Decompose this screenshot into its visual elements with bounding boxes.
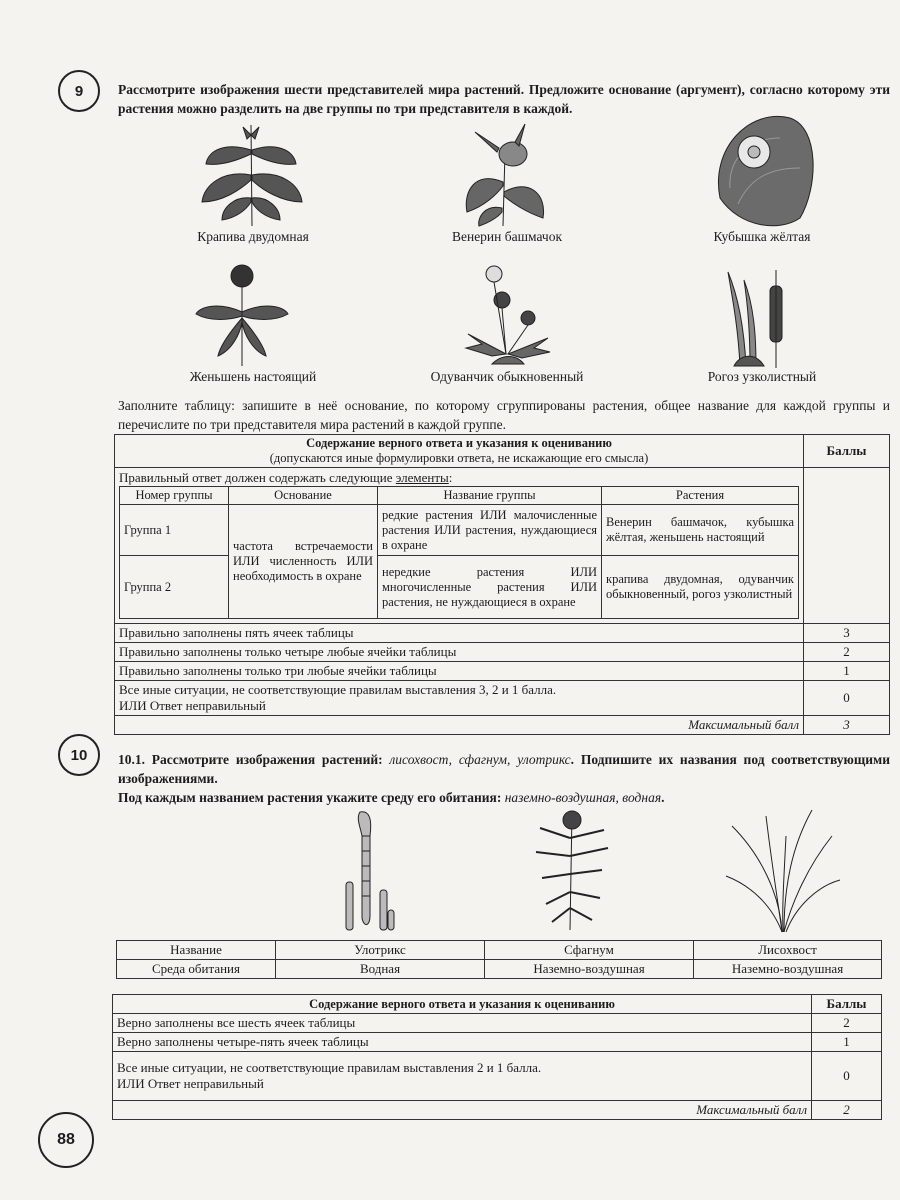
- scoring-points: 1: [812, 1033, 882, 1052]
- plant-name-cell: Сфагнум: [485, 941, 694, 960]
- answer-table-header: [115, 435, 804, 468]
- col-header: Номер группы: [120, 487, 229, 505]
- plant-name-cell: Лисохвост: [694, 941, 882, 960]
- ulothrix-drawing-icon: [330, 806, 400, 932]
- q10-names-table: [116, 940, 882, 979]
- scoring-points: 2: [812, 1014, 882, 1033]
- answer-table-header: Содержание верного ответа и указания к оцениванию: [113, 995, 812, 1014]
- groups-table: [119, 486, 799, 619]
- habitat-cell: Наземно-воздушная: [694, 960, 882, 979]
- col-header: Растения: [602, 487, 799, 505]
- group-2-name: нередкие растения ИЛИ многочисленные растения ИЛИ растения, не нуждающиеся в охране: [378, 556, 602, 619]
- points-header: Баллы: [812, 995, 882, 1014]
- group-2-plants: крапива двудомная, одуванчик обыкновенный, рогоз узколистный: [602, 556, 799, 619]
- water-lily-drawing-icon: [710, 108, 816, 230]
- habitat-cell: Наземно-воздушная: [485, 960, 694, 979]
- header-line-1: Содержание верного ответа и указания к оцениванию: [306, 436, 612, 450]
- scoring-text: Правильно заполнены только четыре любые ячейки таблицы: [115, 643, 804, 662]
- scoring-text-line: ИЛИ Ответ неправильный: [117, 1076, 264, 1091]
- plant-caption: Кубышка жёлтая: [713, 229, 811, 244]
- group-1-label: Группа 1: [120, 505, 229, 556]
- scoring-text: Верно заполнены четыре-пять ячеек таблицы: [113, 1033, 812, 1052]
- row-label: Название: [117, 941, 276, 960]
- points-header: Баллы: [804, 435, 890, 468]
- scoring-row: [113, 1033, 882, 1052]
- q10-answer-table: [112, 994, 882, 1120]
- max-score-value: 2: [812, 1101, 882, 1120]
- scoring-points: 1: [804, 662, 890, 681]
- scoring-text-line: Все иные ситуации, не соответствующие правилам выставления 2 и 1 балла.: [117, 1060, 542, 1075]
- max-score-value: 3: [804, 716, 890, 735]
- plant-caption: Венерин башмачок: [451, 229, 563, 244]
- group-2-label: Группа 2: [120, 556, 229, 619]
- foxtail-drawing-icon: [722, 806, 842, 934]
- col-header: Основание: [229, 487, 378, 505]
- header-line-2: (допускаются иные формулировки ответа, не искажающие его смысла): [269, 451, 649, 465]
- plant-caption: Рогоз узколистный: [707, 369, 817, 384]
- max-score-label: Максимальный балл: [115, 716, 804, 735]
- max-score-row: [115, 716, 890, 735]
- sphagnum-drawing-icon: [530, 808, 612, 932]
- points-empty: [804, 468, 890, 624]
- plant-caption: Крапива двудомная: [197, 229, 309, 244]
- orchid-drawing-icon: [455, 122, 555, 228]
- scoring-points: 2: [804, 643, 890, 662]
- scoring-row: [113, 1052, 882, 1101]
- scoring-text: Правильно заполнены только три любые ячейки таблицы: [115, 662, 804, 681]
- question-number-9: 9: [58, 70, 100, 112]
- scoring-text: [115, 681, 804, 716]
- page-number: 88: [38, 1112, 94, 1168]
- group-1-plants: Венерин башмачок, кубышка жёлтая, женьшень настоящий: [602, 505, 799, 556]
- max-score-label: Максимальный балл: [113, 1101, 812, 1120]
- q10-intro: 10.1. Рассмотрите изображения растений: лисохвост, сфагнум, улотрикс. Подпишите их названия под соответствующими изображениями. Под каждым названием растения укажите среду его обитания: наземно-воздушная, водная.: [118, 752, 890, 805]
- q9-answer-table: [114, 434, 890, 735]
- scoring-text-line: Все иные ситуации, не соответствующие правилам выставления 3, 2 и 1 балла.: [119, 682, 557, 697]
- scoring-points: 0: [812, 1052, 882, 1101]
- scoring-text-line: ИЛИ Ответ неправильный: [119, 698, 266, 713]
- ginseng-drawing-icon: [190, 262, 294, 368]
- scoring-row: [115, 624, 890, 643]
- answer-elements-cell: [115, 468, 804, 624]
- scoring-row: [115, 662, 890, 681]
- max-score-row: [113, 1101, 882, 1120]
- group-basis: частота встречаемости ИЛИ численность ИЛИ необходимость в охране: [229, 505, 378, 619]
- scoring-text: Верно заполнены все шесть ячеек таблицы: [113, 1014, 812, 1033]
- scoring-points: 3: [804, 624, 890, 643]
- group-1-name: редкие растения ИЛИ малочисленные растения ИЛИ растения, нуждающиеся в охране: [378, 505, 602, 556]
- question-number-10: 10: [58, 734, 100, 776]
- q9-intro: Рассмотрите изображения шести представителей мира растений. Предложите основание (аргумент), согласно которому эти растения можно разделить на две группы по три представителя в каждой.: [118, 82, 890, 116]
- plant-name-cell: Улотрикс: [276, 941, 485, 960]
- scoring-text: Правильно заполнены пять ячеек таблицы: [115, 624, 804, 643]
- scoring-row: [115, 643, 890, 662]
- cattail-drawing-icon: [720, 266, 806, 370]
- scoring-points: 0: [804, 681, 890, 716]
- row-label: Среда обитания: [117, 960, 276, 979]
- scoring-row: [113, 1014, 882, 1033]
- q9-instruction: Заполните таблицу: запишите в неё основание, по которому сгруппированы растения, общее название для каждой группы и перечислите по три представителя мира растений в каждой группе.: [118, 398, 890, 432]
- elements-intro: Правильный ответ должен содержать следующие элементы:: [119, 470, 453, 485]
- scoring-text: [113, 1052, 812, 1101]
- plant-caption: Одуванчик обыкновенный: [430, 369, 584, 384]
- scoring-row: [115, 681, 890, 716]
- plant-caption: Женьшень настоящий: [189, 369, 317, 384]
- dandelion-drawing-icon: [462, 264, 552, 372]
- habitat-cell: Водная: [276, 960, 485, 979]
- nettle-drawing-icon: [196, 120, 306, 228]
- col-header: Название группы: [378, 487, 602, 505]
